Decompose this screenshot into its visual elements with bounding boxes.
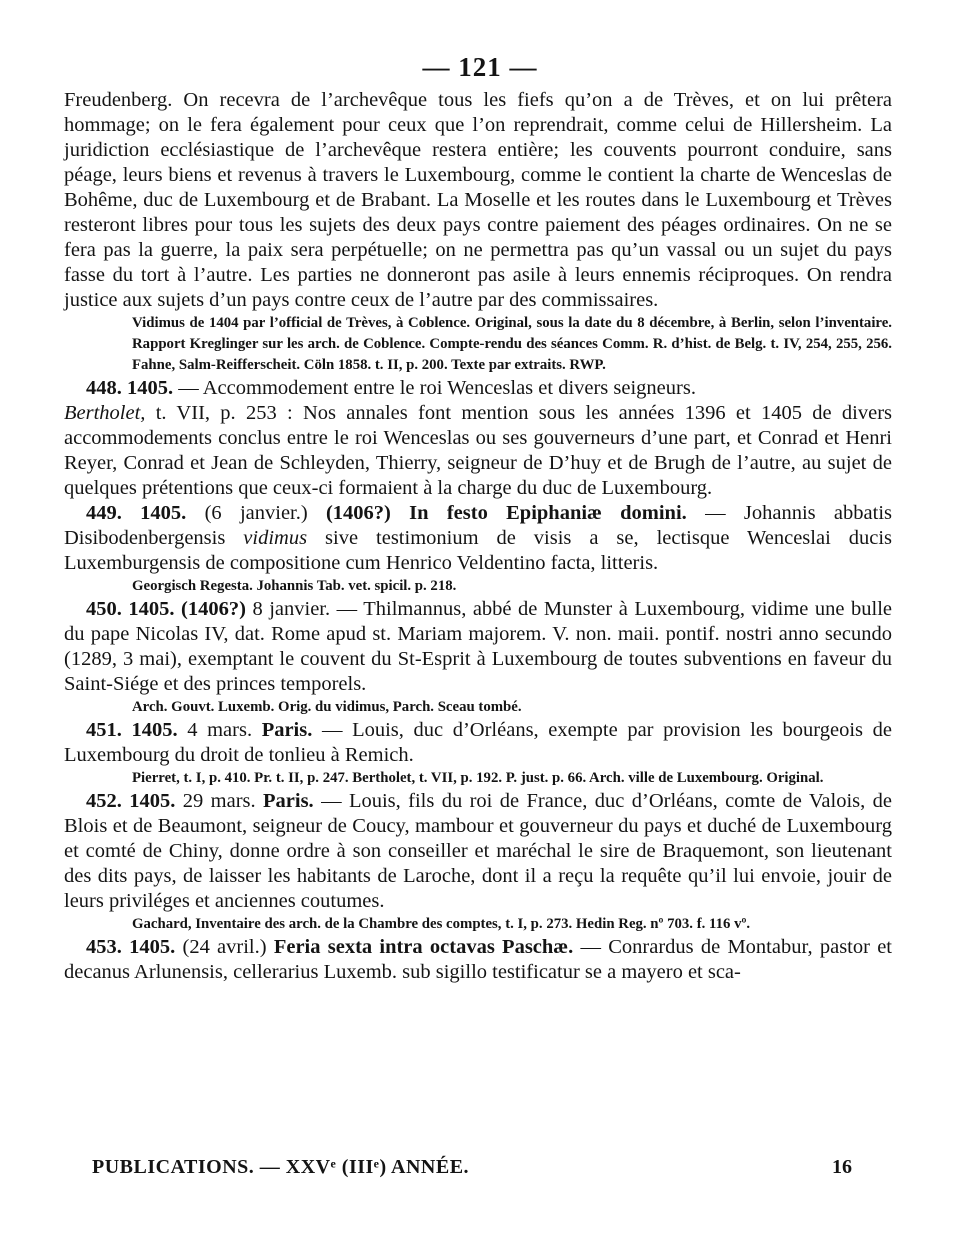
entry-year: 1405. <box>127 377 174 399</box>
page-body <box>64 88 892 985</box>
entry-text: — Accommodement entre le roi Wenceslas et divers seigneurs. <box>173 377 696 399</box>
entry-date: (24 avril.) <box>175 936 274 958</box>
entry-commentary-author: Bertholet, <box>64 402 146 424</box>
entry-449-source-note: Georgisch Regesta. Johannis Tab. vet. spicil. p. 218. <box>132 578 457 594</box>
entry-feast-title: In festo Epiphaniæ domini. <box>390 502 687 524</box>
intro-source-note: Vidimus de 1404 par l’official de Trèves, à Coblence. Original, sous la date du 8 décembre, à Berlin, selon l’inventaire. Rapport Kreglinger sur les arch. de Coblence. Compte-rendu des séances Comm. R. d’hist. de Belg. t. IV, 254, 255, 256. Fahne, Salm-Reifferscheit. Cöln 1858. t. II, p. 200. Texte par extraits. RWP. <box>132 315 892 373</box>
entry-text: — Conrardus de Montabur, pastor et decanus Arlunensis, cellerarius Luxemb. sub sigillo testificatur se a mayero et sca- <box>64 936 892 983</box>
entry-452-source-note: Gachard, Inventaire des arch. de la Chambre des comptes, t. I, p. 273. Hedin Reg. nº 703. f. 116 vº. <box>132 916 751 932</box>
entry-feast-title: Feria sexta intra octavas Paschæ. <box>273 936 574 958</box>
footer-publication: PUBLICATIONS. — XXVᵉ (IIIᵉ) ANNÉE. <box>92 1156 470 1178</box>
entry-451-source-note: Pierret, t. I, p. 410. Pr. t. II, p. 247. Bertholet, t. VII, p. 192. P. just. p. 66. Arch. ville de Luxembourg. Original. <box>132 770 824 786</box>
entry-alt-year: (1406?) <box>325 502 391 524</box>
entry-text: 8 janvier. — Thilmannus, abbé de Munster à Luxembourg, vidime une bulle du pape Nicolas IV, dat. Rome apud st. Mariam majorem. V. non. maii. pontif. nostri anno secundo (1289, 3 mai), exemptant le couvent du St-Esprit à Luxembourg de toutes subventions en faveur du Saint-Siége et des princes temporels. <box>64 598 893 695</box>
entry-text-continued: sive testimonium de visis a se, lectisque Wenceslai ducis Luxemburgensis de compositione cum Henrico Veldentino facta, litteris. <box>64 527 892 574</box>
entry-date: 29 mars. <box>175 790 264 812</box>
entry-italic-word: vidimus <box>243 527 308 549</box>
entry-date: (6 janvier.) <box>186 502 326 524</box>
entry-number: 452. <box>86 790 122 812</box>
footer-signature-number: 16 <box>832 1156 852 1178</box>
entry-text: — Louis, duc d’Orléans, exempte par provision les bourgeois de Luxembourg du droit de tonlieu à Remich. <box>64 719 892 766</box>
entry-number: 451. <box>86 719 122 741</box>
entry-451 <box>64 718 892 768</box>
entry-450-source-note: Arch. Gouvt. Luxemb. Orig. du vidimus, Parch. Sceau tombé. <box>132 699 522 715</box>
entry-453 <box>64 935 892 985</box>
intro-paragraph: Freudenberg. On recevra de l’archevêque tous les fiefs qu’on a de Trèves, et on lui prêtera hommage; on le fera également pour ceux que l’on reprendrait, comme celui de Hillersheim. La juridiction ecclésiastique de l’archevêque restera entière; les couvents pourront conduire, sans péage, leurs biens et revenus à travers le Luxembourg, comme le contient la charte de Wenceslas de Bohême, duc de Luxembourg et de Brabant. La Moselle et les routes dans le Luxembourg et Trèves resteront libres pour tous les sujets des deux pays contre paiement des péages ordinaires. On ne se fera pas la guerre, la paix sera perpétuelle; on ne permettra pas qu’un vassal ou un sujet du pays fasse du tort à l’autre. Les parties ne donneront pas asile à leurs ennemis réciproques. On rendra justice aux sujets d’un pays contre ceux de l’autre par des commissaires. <box>64 89 892 311</box>
entry-text: — Johannis abbatis Disibodenbergensis <box>64 502 892 549</box>
entry-448-commentary <box>64 401 892 501</box>
entry-year: 1405. <box>129 790 176 812</box>
entry-place: Paris. <box>261 719 313 741</box>
entry-452 <box>64 789 892 914</box>
entry-text: — Louis, fils du roi de France, duc d’Orléans, comte de Valois, de Blois et de Beaumont, seigneur de Coucy, mambour et gouverneur du pays et duché de Luxembourg et comté de Chiny, donne ordre à son conseiller et maréchal le sire de Braquemont, son lieutenant des dits pays, de laisser les habitants de Laroche, dont il a reçu la requête qu’il lui envoie, jouir de leurs priviléges et anciennes coutumes. <box>64 790 893 912</box>
entry-alt-year: (1406?) <box>181 598 246 620</box>
entry-place: Paris. <box>263 790 314 812</box>
entry-448 <box>64 376 892 401</box>
entry-commentary-text: t. VII, p. 253 : Nos annales font mention sous les années 1396 et 1405 de divers accommodements conclus entre le roi Wenceslas ou ses gouverneurs d’une part, et Conrad et Henri Reyer, Conrad et Jean de Schleyden, Thierry, seigneur de D’huy et de Brugh de l’autre, au sujet de quelques prétentions que ceux-ci formaient à la charge du duc de Luxembourg. <box>64 402 892 499</box>
page-number: — 121 — <box>422 52 538 82</box>
entry-number: 450. <box>86 598 122 620</box>
entry-year: 1405. <box>129 936 176 958</box>
entry-449 <box>64 501 892 576</box>
entry-number: 453. <box>86 936 122 958</box>
entry-year: 1405. <box>140 502 187 524</box>
entry-year: 1405. <box>131 719 178 741</box>
entry-number: 449. <box>86 502 122 524</box>
entry-number: 448. <box>86 377 122 399</box>
entry-450 <box>64 597 892 697</box>
entry-year: 1405. <box>128 598 175 620</box>
entry-date: 4 mars. <box>177 719 262 741</box>
